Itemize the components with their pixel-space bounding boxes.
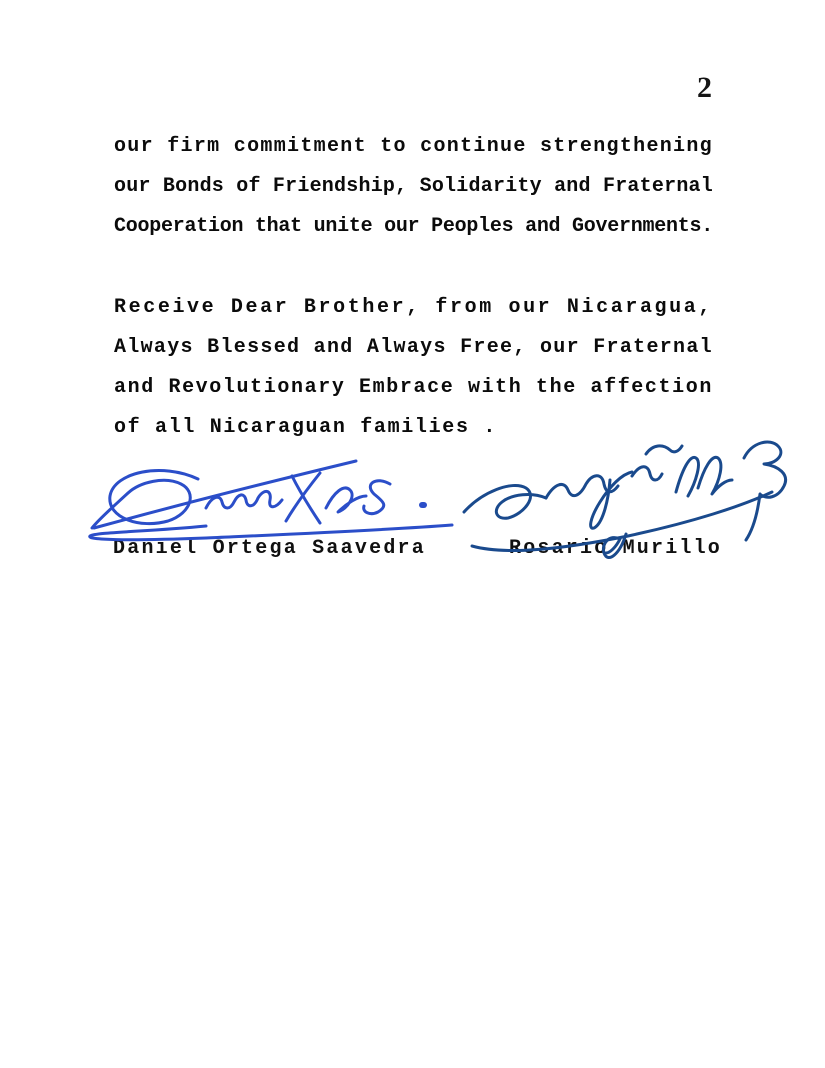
text-line-content: Receive Dear Brother, from our Nicaragua, (114, 296, 713, 319)
text-line (114, 167, 713, 207)
signer-name-text: Rosario Murillo (509, 537, 722, 560)
daniel-ortega-signature-ink (84, 446, 458, 548)
text-line-content: and Revolutionary Embrace with the affection (114, 376, 713, 399)
text-line (114, 207, 713, 247)
paragraph-1 (114, 127, 713, 247)
text-line (114, 328, 713, 368)
text-line-content: our Bonds of Friendship, Solidarity and Fraternal (114, 175, 713, 198)
text-line (114, 127, 713, 167)
text-line (114, 288, 713, 328)
text-line-content: Cooperation that unite our Peoples and Governments. (114, 215, 713, 238)
page-number: 2 (697, 71, 712, 104)
signer-name-text: Daniel Ortega Saavedra (113, 537, 426, 560)
paragraph-2 (114, 288, 713, 448)
rosario-murillo-signature-ink (458, 434, 796, 570)
text-line-content: of all Nicaraguan families . (114, 416, 497, 439)
text-line-content: Always Blessed and Always Free, our Fraternal (114, 336, 713, 359)
text-line (114, 408, 497, 448)
text-line (114, 368, 713, 408)
text-line-content: our firm commitment to continue strengthening (114, 135, 713, 158)
